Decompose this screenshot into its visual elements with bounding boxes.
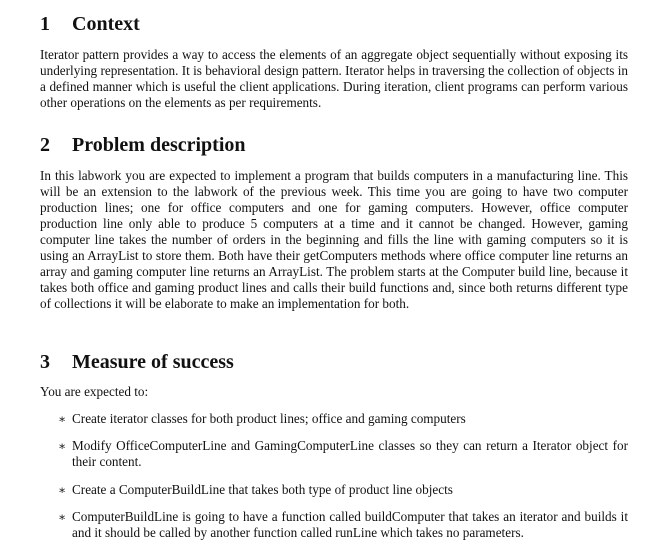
list-item (40, 509, 628, 541)
list-item-text: Modify OfficeComputerLine and GamingComputerLine classes so they can return a Iterator object for their content. (72, 438, 628, 469)
section-heading-context (40, 12, 140, 36)
section-number: 3 (40, 351, 50, 373)
problem-description-paragraph: In this labwork you are expected to implement a program that builds computers in a manufacturing line. This will be an extension to the labwork of the previous week. This time you are going to have two computer production lines; one for office computers and one for gaming computers. However, office computer production line only able to produce 5 computers at a time and it cannot be changed. However, gaming computer line takes the number of orders in the beginning and fills the line with gaming computers so it is using an ArrayList to store them. Both have their getComputers methods where office computer line returns an array and gaming computer line returns an ArrayList. The problem starts at the Computer build line, because it takes both office and gaming product lines and calls their build functions and, since both returns different type of collections it will be elaborate to make an implementation for both. (40, 168, 628, 311)
measure-of-success-intro: You are expected to: (40, 384, 149, 399)
context-paragraph: Iterator pattern provides a way to access the elements of an aggregate object sequentially without exposing its underlying representation. It is behavioral design pattern. Iterator helps in traversing the collection of objects in a defined manner which is useful the client applications. During iteration, client programs can perform various other operations on the elements as per requirements. (40, 47, 628, 110)
list-item (40, 438, 628, 470)
list-item-text: ComputerBuildLine is going to have a function called buildComputer that takes an iterator and builds it and it should be called by another function called runLine which takes no parameters. (72, 509, 628, 540)
section-heading-problem-description (40, 133, 246, 157)
bullet-asterisk-icon: ∗ (58, 412, 67, 426)
list-item-text: Create a ComputerBuildLine that takes both type of product line objects (72, 482, 453, 497)
bullet-asterisk-icon: ∗ (58, 439, 67, 453)
section-number: 1 (40, 13, 50, 35)
list-item (40, 411, 628, 427)
section-number: 2 (40, 134, 50, 156)
list-item (40, 482, 628, 498)
bullet-asterisk-icon: ∗ (58, 510, 67, 524)
section-title: Problem description (72, 134, 246, 156)
section-title: Measure of success (72, 351, 234, 373)
section-heading-measure-of-success (40, 350, 234, 374)
section-title: Context (72, 13, 140, 35)
bullet-asterisk-icon: ∗ (58, 483, 67, 497)
list-item-text: Create iterator classes for both product lines; office and gaming computers (72, 411, 466, 426)
